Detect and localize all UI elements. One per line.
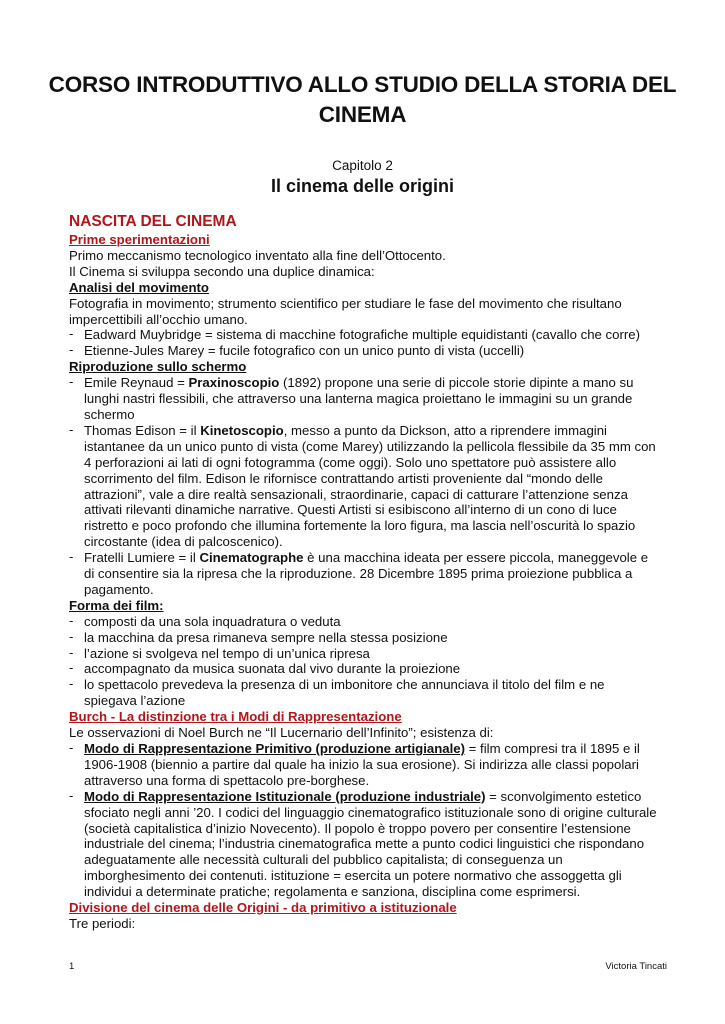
subheading-analisi-movimento: Analisi del movimento xyxy=(69,279,209,295)
list-item: - composti da una sola inquadratura o veduta xyxy=(69,612,341,629)
list-item: - Modo di Rappresentazione Istituzionale (produzione industriale) = sconvolgimento estetico sfociato negli anni ’20. I codici del linguaggio cinematografico istituzionale sono di origine culturale (società capitalistica d’inizio Novecento). Il popolo è troppo povero per consentire l’estensione industriale del cinema; l’industria cinematografica mette a punto codici linguistici che rispondano adeguatamente alle necessità culturali del pubblico capitalista; di conseguenza un imborghesimento dei contenuti. istituzione = esercita un potere normativo che assoggetta gli individui a determinate pratiche; regolamenta e sanziona, disciplina come esprimersi. xyxy=(69,787,657,900)
document-title: CORSO INTRODUTTIVO ALLO STUDIO DELLA STORIA DEL CINEMA xyxy=(48,72,677,127)
page-number: 1 xyxy=(69,961,75,972)
chapter-label: Capitolo 2 xyxy=(332,158,393,173)
paragraph: Tre periodi: xyxy=(69,915,136,931)
list-item: - l’azione si svolgeva nel tempo di un’unica ripresa xyxy=(69,644,370,661)
footer-author: Victoria Tincati xyxy=(605,961,667,972)
list-item: - accompagnato da musica suonata dal vivo durante la proiezione xyxy=(69,660,461,677)
list-item: - Modo di Rappresentazione Primitivo (produzione artigianale) = film compresi tra il 1895 e il 1906-1908 (biennio a partire dal quale ha inizio la sua erosione). Si indirizza alle classi popolari attraverso una forma di spettacolo pre-borghese. xyxy=(69,740,640,788)
list-item: - Thomas Edison = il Kinetoscopio, messo a punto da Dickson, atto a riprendere immagini istantanee da un unico punto di vista (come Marey) utilizzando la pellicola flessibile da 35 mm con 4 perforazioni ai lati di ogni fotogramma (come oggi). Solo uno spettatore può assistere allo scorrimento del film. Edison le rifornisce contrattando artisti proveniente dal “mondo delle attrazioni”, vale a dire realtà sensazionali, straordinarie, capaci di catturare l’attenzione senza attivati rilevanti dinamiche narrative. Questi Artisti si esibiscono all’interno di un cono di luce ristretto e poco profondo che illumina fortemente la loro figura, ma lascia nell’oscurità lo spazio circostante (idea di palcoscenico). xyxy=(69,421,656,550)
subheading-prime-sperimentazioni: Prime sperimentazioni xyxy=(69,232,210,247)
document-body xyxy=(69,212,659,932)
subheading-forma-film: Forma dei film: xyxy=(69,597,164,613)
section-heading: NASCITA DEL CINEMA xyxy=(69,213,237,230)
list-item: - Fratelli Lumiere = il Cinematographe è una macchina ideata per essere piccola, maneggevole e di consentire sia la ripresa che la riproduzione. 28 Dicembre 1895 prima proiezione pubblica a pagamento. xyxy=(69,549,649,597)
paragraph: Il Cinema si sviluppa secondo una duplice dinamica: xyxy=(69,263,375,279)
list-item: - Etienne-Jules Marey = fucile fotografico con un unico punto di vista (uccelli) xyxy=(69,342,525,359)
paragraph: Fotografia in movimento; strumento scientifico per studiare le fase del movimento che risultano impercettibili all’occhio umano. xyxy=(69,295,622,327)
paragraph: Primo meccanismo tecnologico inventato alla fine dell’Ottocento. xyxy=(69,247,446,263)
list-item: - Eadward Muybridge = sistema di macchine fotografiche multiple equidistanti (cavallo che corre) xyxy=(69,326,640,343)
list-item: - lo spettacolo prevedeva la presenza di un imbonitore che annunciava il titolo del film e ne spiegava l’azione xyxy=(69,676,605,709)
paragraph: Le osservazioni di Noel Burch ne “Il Lucernario dell’Infinito”; esistenza di: xyxy=(69,725,494,741)
subheading-divisione-cinema: Divisione del cinema delle Origini - da primitivo a istituzionale xyxy=(69,900,457,916)
chapter-subtitle: Il cinema delle origini xyxy=(270,176,455,196)
list-item: - la macchina da presa rimaneva sempre nella stessa posizione xyxy=(69,628,448,645)
list-item: - Emile Reynaud = Praxinoscopio (1892) propone una serie di piccole storie dipinte a mano su lunghi nastri flessibili, che attraverso una lanterna magica proiettano le immagini su un grande schermo xyxy=(69,374,634,422)
subheading-burch: Burch - La distinzione tra i Modi di Rappresentazione xyxy=(69,709,402,725)
subheading-riproduzione-schermo: Riproduzione sullo schermo xyxy=(69,359,247,375)
